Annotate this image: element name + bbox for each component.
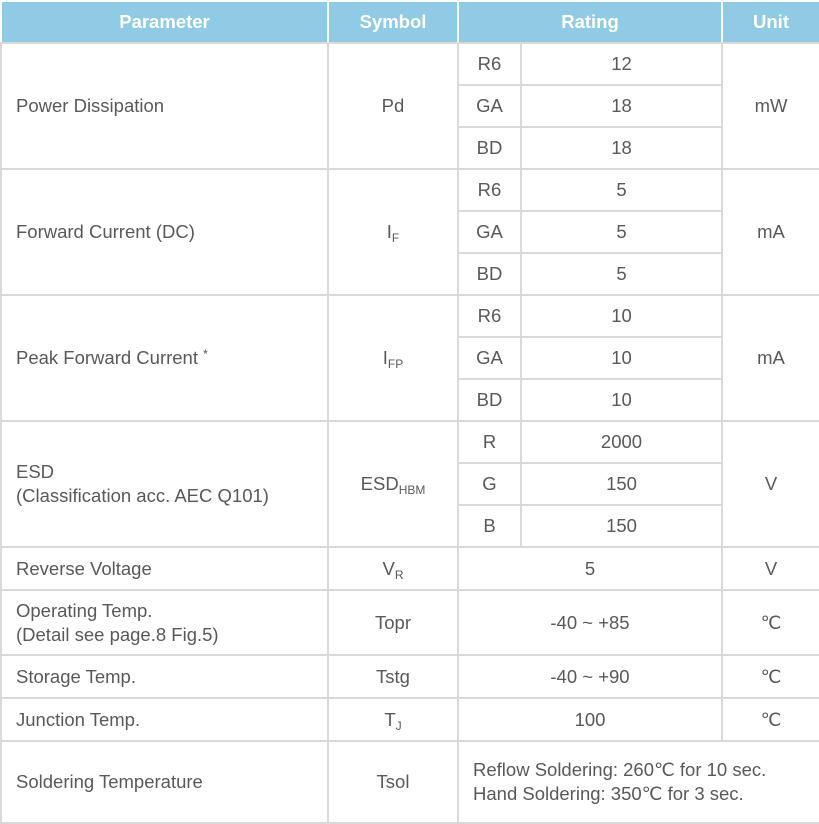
rating-value: 5 bbox=[458, 547, 722, 590]
symbol-ifp bbox=[328, 295, 458, 421]
header-symbol: Symbol bbox=[328, 1, 458, 43]
symbol-subscript: HBM bbox=[398, 483, 426, 497]
rating-value: 150 bbox=[521, 505, 722, 547]
param-soldering-temperature: Soldering Temperature bbox=[1, 741, 328, 823]
symbol-if bbox=[328, 169, 458, 295]
variant-code: R bbox=[458, 421, 521, 463]
soldering-line: Reflow Soldering: 260℃ for 10 sec. bbox=[473, 759, 767, 780]
param-reverse-voltage: Reverse Voltage bbox=[1, 547, 328, 590]
param-power-dissipation: Power Dissipation bbox=[1, 43, 328, 169]
param-forward-current: Forward Current (DC) bbox=[1, 169, 328, 295]
rating-value: 10 bbox=[521, 295, 722, 337]
variant-code: BD bbox=[458, 379, 521, 421]
table-row bbox=[1, 547, 819, 590]
header-rating: Rating bbox=[458, 1, 722, 43]
symbol-main: T bbox=[384, 708, 396, 730]
rating-value: -40 ~ +85 bbox=[458, 590, 722, 655]
rating-value: 100 bbox=[458, 698, 722, 741]
table-row bbox=[1, 169, 819, 211]
symbol-subscript: F bbox=[391, 231, 400, 245]
rating-value: 18 bbox=[521, 127, 722, 169]
rating-value: 5 bbox=[521, 169, 722, 211]
footnote-marker: * bbox=[203, 347, 208, 361]
rating-value: 12 bbox=[521, 43, 722, 85]
symbol-esd-hbm bbox=[328, 421, 458, 547]
variant-code: GA bbox=[458, 337, 521, 379]
rating-value: 10 bbox=[521, 379, 722, 421]
symbol-main: ESD bbox=[360, 473, 399, 494]
param-storage-temp: Storage Temp. bbox=[1, 655, 328, 698]
variant-code: G bbox=[458, 463, 521, 505]
symbol-tsol: Tsol bbox=[328, 741, 458, 823]
variant-code: R6 bbox=[458, 169, 521, 211]
unit-ma: mA bbox=[722, 169, 819, 295]
variant-code: BD bbox=[458, 253, 521, 295]
param-line: Operating Temp. bbox=[16, 599, 153, 621]
symbol-main: I bbox=[386, 221, 392, 242]
variant-code: R6 bbox=[458, 43, 521, 85]
unit-v: V bbox=[722, 421, 819, 547]
param-junction-temp: Junction Temp. bbox=[1, 698, 328, 741]
unit-celsius: ℃ bbox=[722, 655, 819, 698]
symbol-subscript: J bbox=[395, 718, 402, 733]
symbol-subscript: FP bbox=[387, 357, 404, 371]
symbol-pd: Pd bbox=[328, 43, 458, 169]
variant-code: B bbox=[458, 505, 521, 547]
unit-ma: mA bbox=[722, 295, 819, 421]
symbol-vr bbox=[328, 547, 458, 590]
soldering-line: Hand Soldering: 350℃ for 3 sec. bbox=[473, 783, 744, 804]
variant-code: GA bbox=[458, 211, 521, 253]
rating-value: 150 bbox=[521, 463, 722, 505]
variant-code: R6 bbox=[458, 295, 521, 337]
unit-celsius: ℃ bbox=[722, 698, 819, 741]
param-label: Peak Forward Current bbox=[16, 347, 198, 368]
variant-code: GA bbox=[458, 85, 521, 127]
unit-mw: mW bbox=[722, 43, 819, 169]
param-line: (Classification acc. AEC Q101) bbox=[16, 485, 269, 506]
param-peak-forward-current bbox=[1, 295, 328, 421]
header-row bbox=[1, 1, 819, 43]
table-row bbox=[1, 590, 819, 655]
param-line: ESD bbox=[16, 461, 55, 482]
table-row bbox=[1, 43, 819, 85]
table-row bbox=[1, 741, 819, 823]
table-row bbox=[1, 698, 819, 741]
table-row bbox=[1, 421, 819, 463]
rating-value: 2000 bbox=[521, 421, 722, 463]
rating-value: 10 bbox=[521, 337, 722, 379]
rating-value: 5 bbox=[521, 211, 722, 253]
rating-value: 18 bbox=[521, 85, 722, 127]
symbol-tstg: Tstg bbox=[328, 655, 458, 698]
symbol-topr: Topr bbox=[328, 590, 458, 655]
unit-celsius: ℃ bbox=[722, 590, 819, 655]
param-line: (Detail see page.8 Fig.5) bbox=[16, 623, 219, 645]
symbol-tj bbox=[328, 698, 458, 741]
unit-v: V bbox=[722, 547, 819, 590]
table-row bbox=[1, 655, 819, 698]
symbol-main: V bbox=[382, 557, 395, 579]
header-parameter: Parameter bbox=[1, 1, 328, 43]
header-unit: Unit bbox=[722, 1, 819, 43]
soldering-conditions bbox=[458, 741, 819, 823]
variant-code: BD bbox=[458, 127, 521, 169]
rating-value: -40 ~ +90 bbox=[458, 655, 722, 698]
table-row bbox=[1, 295, 819, 337]
param-esd bbox=[1, 421, 328, 547]
symbol-subscript: R bbox=[394, 567, 404, 582]
symbol-main: I bbox=[382, 347, 388, 368]
rating-value: 5 bbox=[521, 253, 722, 295]
param-operating-temp bbox=[1, 590, 328, 655]
